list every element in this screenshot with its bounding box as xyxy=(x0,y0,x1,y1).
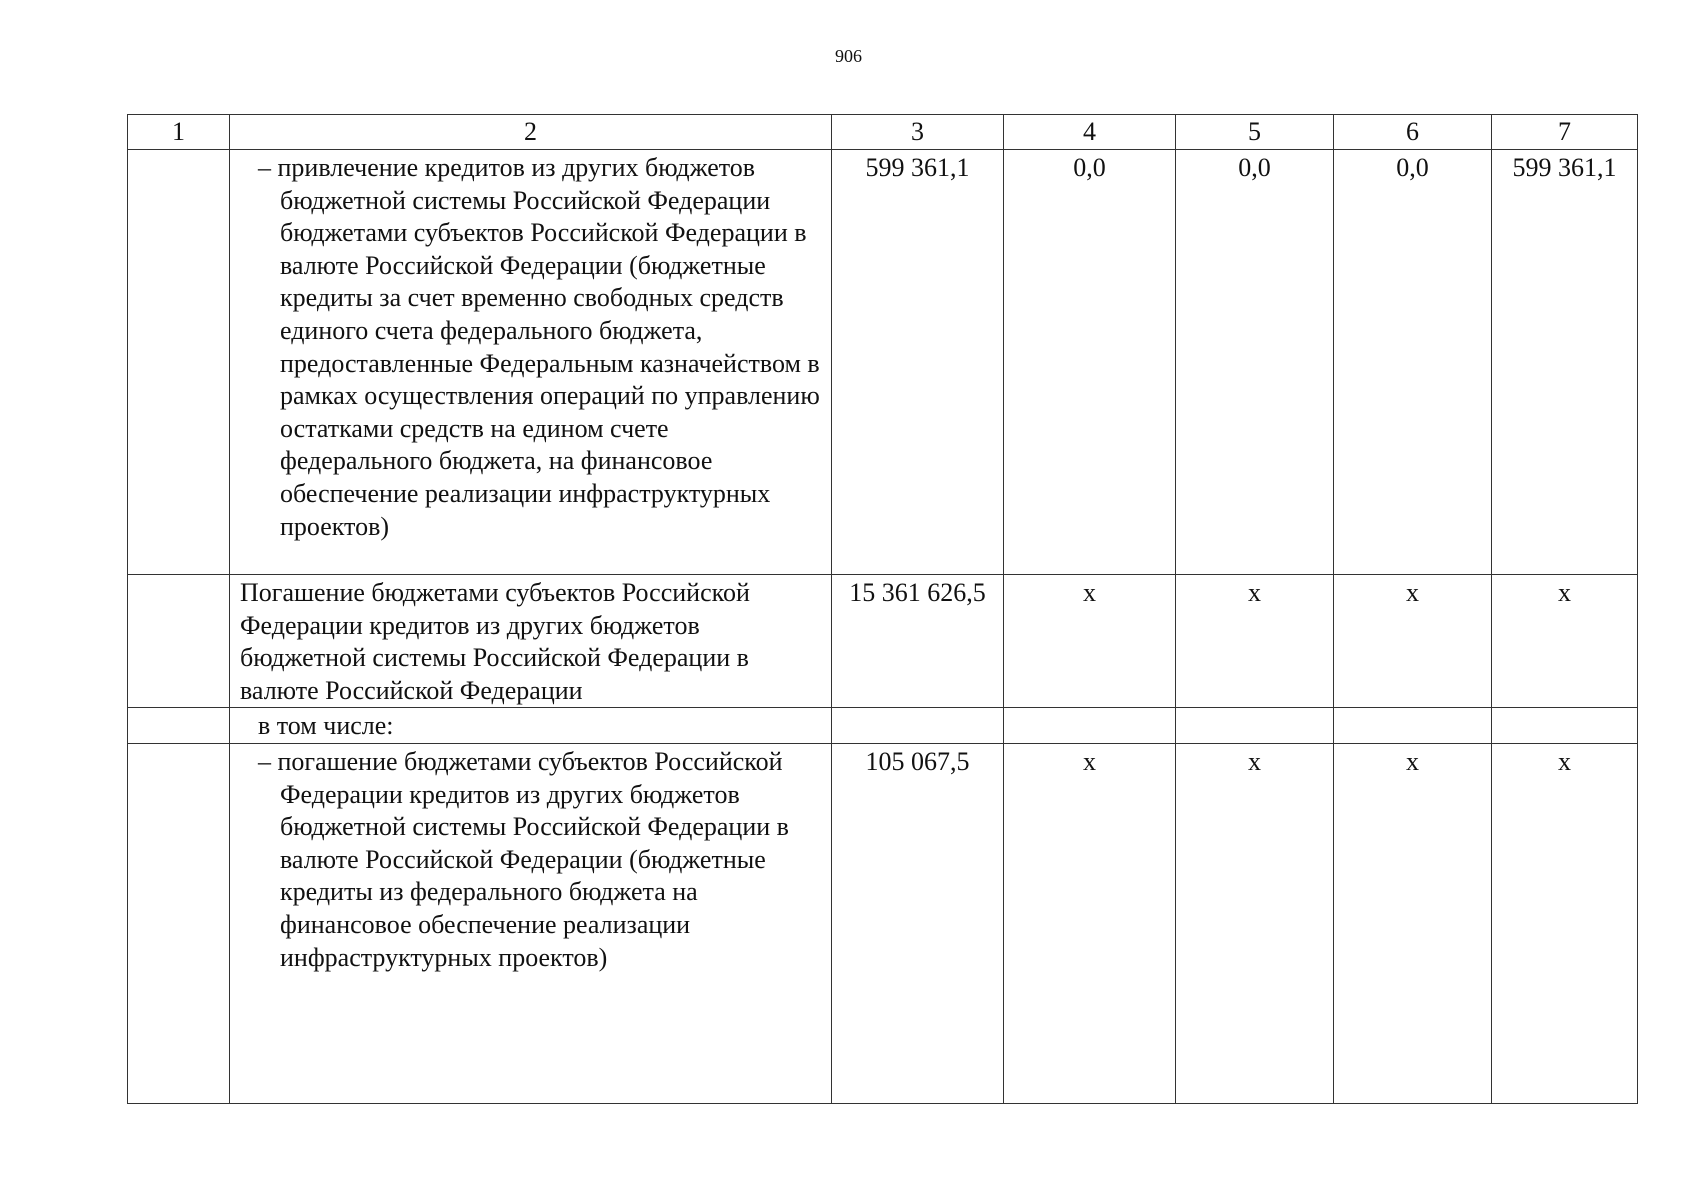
table-row xyxy=(128,575,1638,708)
value-cell: 105 067,5 xyxy=(832,743,1004,1103)
table-row xyxy=(128,743,1638,1103)
row-description: – погашение бюджетами субъектов Российской Федерации кредитов из других бюджетов бюджетной системы Российской Федерации в валюте Российской Федерации (бюджетные кредиты из федерального бюджета на финансовое обеспечение реализации инфраструктурных проектов) xyxy=(258,746,789,972)
row-code-cell xyxy=(128,575,230,708)
value-cell: х xyxy=(1334,575,1492,708)
row-description: в том числе: xyxy=(258,711,394,741)
column-header: 7 xyxy=(1492,115,1638,150)
row-code-cell xyxy=(128,743,230,1103)
table-header-row xyxy=(128,115,1638,150)
column-header: 1 xyxy=(128,115,230,150)
table-row xyxy=(128,150,1638,575)
row-description: Погашение бюджетами субъектов Российской Федерации кредитов из других бюджетов бюджетной системы Российской Федерации в валюте Российской Федерации xyxy=(240,578,750,705)
value-cell xyxy=(1334,708,1492,744)
value-cell: 0,0 xyxy=(1004,150,1176,575)
value-cell: х xyxy=(1004,575,1176,708)
value-cell xyxy=(1004,708,1176,744)
column-header: 6 xyxy=(1334,115,1492,150)
row-code-cell xyxy=(128,708,230,744)
row-description-cell xyxy=(230,743,832,1103)
value-cell: х xyxy=(1004,743,1176,1103)
table-row xyxy=(128,708,1638,744)
value-cell: х xyxy=(1176,743,1334,1103)
row-code-cell xyxy=(128,150,230,575)
value-cell xyxy=(1176,708,1334,744)
value-cell: х xyxy=(1492,743,1638,1103)
row-description-cell xyxy=(230,150,832,575)
value-cell: х xyxy=(1334,743,1492,1103)
value-cell: 0,0 xyxy=(1176,150,1334,575)
column-header: 2 xyxy=(230,115,832,150)
value-cell: 15 361 626,5 xyxy=(832,575,1004,708)
column-header: 3 xyxy=(832,115,1004,150)
value-cell xyxy=(1492,708,1638,744)
value-cell: х xyxy=(1176,575,1334,708)
value-cell: 599 361,1 xyxy=(1492,150,1638,575)
row-description-cell xyxy=(230,575,832,708)
page-number: 906 xyxy=(835,46,862,66)
row-description-cell xyxy=(230,708,832,744)
value-cell: 0,0 xyxy=(1334,150,1492,575)
column-header: 4 xyxy=(1004,115,1176,150)
column-header: 5 xyxy=(1176,115,1334,150)
budget-table xyxy=(127,114,1638,1104)
value-cell: х xyxy=(1492,575,1638,708)
row-description: – привлечение кредитов из других бюджетов бюджетной системы Российской Федерации бюджетами субъектов Российской Федерации в валюте Российской Федерации (бюджетные кредиты за счет временно свободных средств единого счета федерального бюджета, предоставленные Федеральным казначейством в рамках осуществления операций по управлению остатками средств на едином счете федерального бюджета, на финансовое обеспечение реализации инфраструктурных проектов) xyxy=(258,153,820,541)
value-cell xyxy=(832,708,1004,744)
value-cell: 599 361,1 xyxy=(832,150,1004,575)
